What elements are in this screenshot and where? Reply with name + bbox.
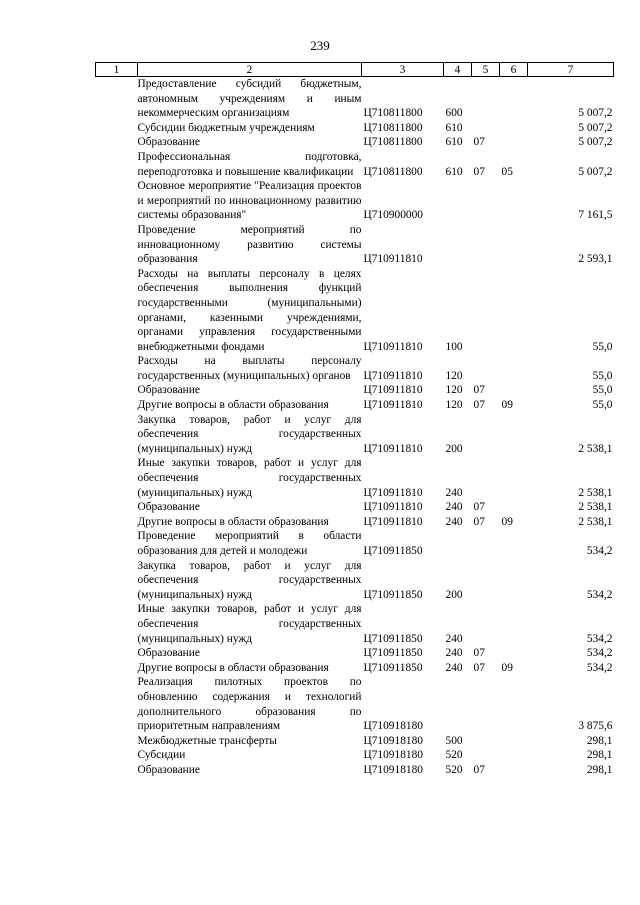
section-code: 07 (473, 515, 485, 528)
section-code (472, 223, 500, 267)
expense-type: 240 (445, 501, 463, 514)
section-code: 07 (473, 501, 485, 514)
expense-type: 240 (445, 486, 463, 499)
expense-type: 200 (445, 588, 463, 601)
subsection-code (500, 748, 528, 763)
item-name: Образование (137, 501, 200, 514)
subsection-code (500, 267, 528, 355)
target-code: Ц710911850 (363, 545, 423, 557)
expense-type: 240 (445, 515, 463, 528)
item-name: Иные закупки товаров, работ и услуг для обеспечения государственных (муниципальных) нужд (137, 457, 362, 499)
expense-type (444, 675, 472, 733)
expense-type: 610 (445, 121, 463, 134)
expense-type: 120 (445, 399, 463, 412)
expense-type: 500 (445, 734, 463, 747)
empty-cell (96, 763, 138, 778)
section-code (472, 559, 500, 603)
target-code: Ц710911850 (363, 588, 423, 601)
subsection-code (500, 135, 528, 150)
subsection-code (500, 77, 528, 121)
amount: 298,1 (586, 734, 613, 747)
target-code: Ц710911810 (363, 501, 423, 514)
table-body (96, 77, 614, 778)
item-name: Образование (137, 136, 200, 149)
table-row (96, 529, 614, 558)
empty-cell (96, 500, 138, 515)
amount: 298,1 (586, 749, 613, 762)
subsection-code (500, 354, 528, 383)
expense-type: 240 (445, 647, 463, 660)
table-row (96, 179, 614, 223)
target-code: Ц710911810 (363, 340, 423, 353)
amount: 5 007,2 (578, 107, 613, 120)
amount: 55,0 (592, 369, 613, 382)
subsection-code (500, 223, 528, 267)
subsection-code (500, 179, 528, 223)
subsection-code: 09 (501, 515, 513, 528)
amount: 534,2 (586, 647, 613, 660)
page-number: 239 (310, 38, 330, 53)
amount: 534,2 (586, 661, 613, 674)
target-code: Ц710911810 (363, 369, 423, 382)
section-code: 07 (473, 399, 485, 412)
expense-type: 610 (445, 165, 463, 178)
header-cell-6: 6 (500, 63, 528, 77)
target-code: Ц710911850 (363, 632, 423, 645)
subsection-code (500, 500, 528, 515)
item-name: Образование (137, 647, 200, 660)
expense-type (444, 179, 472, 223)
empty-cell (96, 354, 138, 383)
table-row (96, 150, 614, 179)
subsection-code (500, 559, 528, 603)
section-code: 07 (473, 136, 485, 149)
empty-cell (96, 748, 138, 763)
empty-cell (96, 121, 138, 136)
item-name: Другие вопросы в области образования (137, 515, 329, 528)
section-code (472, 748, 500, 763)
amount: 5 007,2 (578, 121, 613, 134)
subsection-code: 09 (501, 661, 513, 674)
expense-type: 240 (445, 661, 463, 674)
target-code: Ц710911850 (363, 647, 423, 660)
section-code (472, 456, 500, 500)
amount: 534,2 (586, 632, 613, 645)
item-name: Субсидии (137, 749, 186, 762)
expense-type (444, 223, 472, 267)
empty-cell (96, 456, 138, 500)
empty-cell (96, 529, 138, 558)
amount: 534,2 (586, 588, 613, 601)
table-row (96, 734, 614, 749)
empty-cell (96, 179, 138, 223)
item-name: Расходы на выплаты персоналу государственных (муниципальных) органов (137, 355, 362, 382)
amount: 3 875,6 (578, 720, 613, 733)
expense-type: 120 (445, 369, 463, 382)
item-name: Другие вопросы в области образования (137, 399, 329, 412)
target-code: Ц710911810 (363, 486, 423, 499)
empty-cell (96, 267, 138, 355)
subsection-code (500, 734, 528, 749)
section-code: 07 (473, 647, 485, 660)
amount: 55,0 (592, 340, 613, 353)
header-cell-3: 3 (362, 63, 444, 77)
target-code: Ц710911850 (363, 661, 423, 674)
empty-cell (96, 413, 138, 457)
table-row (96, 602, 614, 646)
item-name: Образование (137, 384, 200, 397)
subsection-code (500, 529, 528, 558)
section-code (472, 179, 500, 223)
amount: 5 007,2 (578, 136, 613, 149)
table-row (96, 500, 614, 515)
empty-cell (96, 223, 138, 267)
target-code: Ц710911810 (363, 253, 423, 266)
expense-type: 240 (445, 632, 463, 645)
subsection-code (500, 646, 528, 661)
subsection-code (500, 413, 528, 457)
item-name: Иные закупки товаров, работ и услуг для обеспечения государственных (муниципальных) нужд (137, 603, 362, 645)
expense-type: 200 (445, 442, 463, 455)
item-name: Профессиональная подготовка, переподготовка и повышение квалификации (137, 150, 362, 178)
item-name: Субсидии бюджетным учреждениям (137, 121, 315, 134)
target-code: Ц710911810 (363, 399, 423, 412)
section-code (472, 734, 500, 749)
target-code: Ц710911810 (363, 442, 423, 455)
subsection-code: 09 (501, 399, 513, 412)
table-row (96, 515, 614, 530)
header-cell-5: 5 (472, 63, 500, 77)
item-name: Проведение мероприятий в области образования для детей и молодежи (137, 530, 362, 557)
empty-cell (96, 734, 138, 749)
item-name: Реализация пилотных проектов по обновлению содержания и технологий дополнительного образования по приоритетным направлениям (137, 676, 362, 733)
empty-cell (96, 602, 138, 646)
empty-cell (96, 675, 138, 733)
amount: 2 538,1 (578, 486, 613, 499)
section-code (472, 267, 500, 355)
subsection-code (500, 763, 528, 778)
header-cell-7: 7 (528, 63, 614, 77)
empty-cell (96, 661, 138, 676)
table-row (96, 354, 614, 383)
target-code: Ц710811800 (363, 121, 423, 134)
item-name: Образование (137, 763, 200, 776)
section-code (472, 413, 500, 457)
item-name: Основное мероприятие "Реализация проектов и мероприятий по инновационному развитию системы образования" (137, 180, 362, 222)
header-cell-1: 1 (96, 63, 138, 77)
table-row (96, 398, 614, 413)
item-name: Закупка товаров, работ и услуг для обеспечения государственных (муниципальных) нужд (137, 413, 362, 455)
header-row (96, 63, 614, 77)
amount: 534,2 (586, 545, 613, 557)
subsection-code (500, 456, 528, 500)
amount: 7 161,5 (578, 209, 613, 222)
section-code: 07 (473, 384, 485, 397)
expense-type: 600 (445, 107, 463, 120)
table-row (96, 383, 614, 398)
section-code: 07 (473, 165, 485, 178)
section-code: 07 (473, 763, 485, 776)
table-row (96, 748, 614, 763)
table-row (96, 646, 614, 661)
target-code: Ц710911810 (363, 515, 423, 528)
amount: 55,0 (592, 384, 613, 397)
subsection-code (500, 602, 528, 646)
item-name: Расходы на выплаты персоналу в целях обеспечения выполнения функций государственными (муниципальными) органами, казенными учреждениями, органами управления государственными внебюджетными фондами (137, 267, 362, 353)
expense-type: 520 (445, 749, 463, 762)
target-code: Ц710918180 (363, 763, 423, 776)
empty-cell (96, 135, 138, 150)
section-code (472, 529, 500, 558)
empty-cell (96, 646, 138, 661)
section-code (472, 602, 500, 646)
table-row (96, 267, 614, 355)
subsection-code (500, 121, 528, 136)
target-code: Ц710900000 (363, 209, 423, 222)
amount: 298,1 (586, 763, 613, 776)
section-code (472, 77, 500, 121)
expense-type (444, 529, 472, 558)
amount: 2 538,1 (578, 442, 613, 455)
target-code: Ц710811800 (363, 165, 423, 178)
amount: 2 538,1 (578, 501, 613, 514)
table-row (96, 413, 614, 457)
empty-cell (96, 398, 138, 413)
empty-cell (96, 150, 138, 179)
expense-type: 100 (445, 340, 463, 353)
target-code: Ц710911810 (363, 384, 423, 397)
section-code (472, 354, 500, 383)
table-row (96, 77, 614, 121)
section-code (472, 121, 500, 136)
table-row (96, 121, 614, 136)
subsection-code: 05 (501, 165, 513, 178)
target-code: Ц710918180 (363, 720, 423, 733)
table-row (96, 763, 614, 778)
amount: 2 538,1 (578, 515, 613, 528)
table-row (96, 223, 614, 267)
expense-type: 120 (445, 384, 463, 397)
section-code (472, 675, 500, 733)
item-name: Межбюджетные трансферты (137, 734, 277, 747)
amount: 2 593,1 (578, 253, 613, 266)
header-cell-2: 2 (138, 63, 362, 77)
expense-type: 520 (445, 763, 463, 776)
target-code: Ц710918180 (363, 749, 423, 762)
empty-cell (96, 77, 138, 121)
item-name: Проведение мероприятий по инновационному развитию системы образования (137, 223, 362, 266)
target-code: Ц710811800 (363, 107, 423, 120)
target-code: Ц710918180 (363, 734, 423, 747)
budget-table (95, 62, 614, 778)
expense-type: 610 (445, 136, 463, 149)
item-name: Закупка товаров, работ и услуг для обеспечения государственных (муниципальных) нужд (137, 559, 362, 601)
section-code: 07 (473, 661, 485, 674)
table-row (96, 135, 614, 150)
table-row (96, 456, 614, 500)
empty-cell (96, 559, 138, 603)
table-row (96, 675, 614, 733)
header-cell-4: 4 (444, 63, 472, 77)
item-name: Предоставление субсидий бюджетным, автономным учреждениям и иным некоммерческим организациям (137, 78, 362, 120)
item-name: Другие вопросы в области образования (137, 661, 329, 674)
empty-cell (96, 515, 138, 530)
subsection-code (500, 383, 528, 398)
target-code: Ц710811800 (363, 136, 423, 149)
subsection-code (500, 675, 528, 733)
amount: 5 007,2 (578, 165, 613, 178)
table-row (96, 661, 614, 676)
amount: 55,0 (592, 399, 613, 412)
empty-cell (96, 383, 138, 398)
table-row (96, 559, 614, 603)
